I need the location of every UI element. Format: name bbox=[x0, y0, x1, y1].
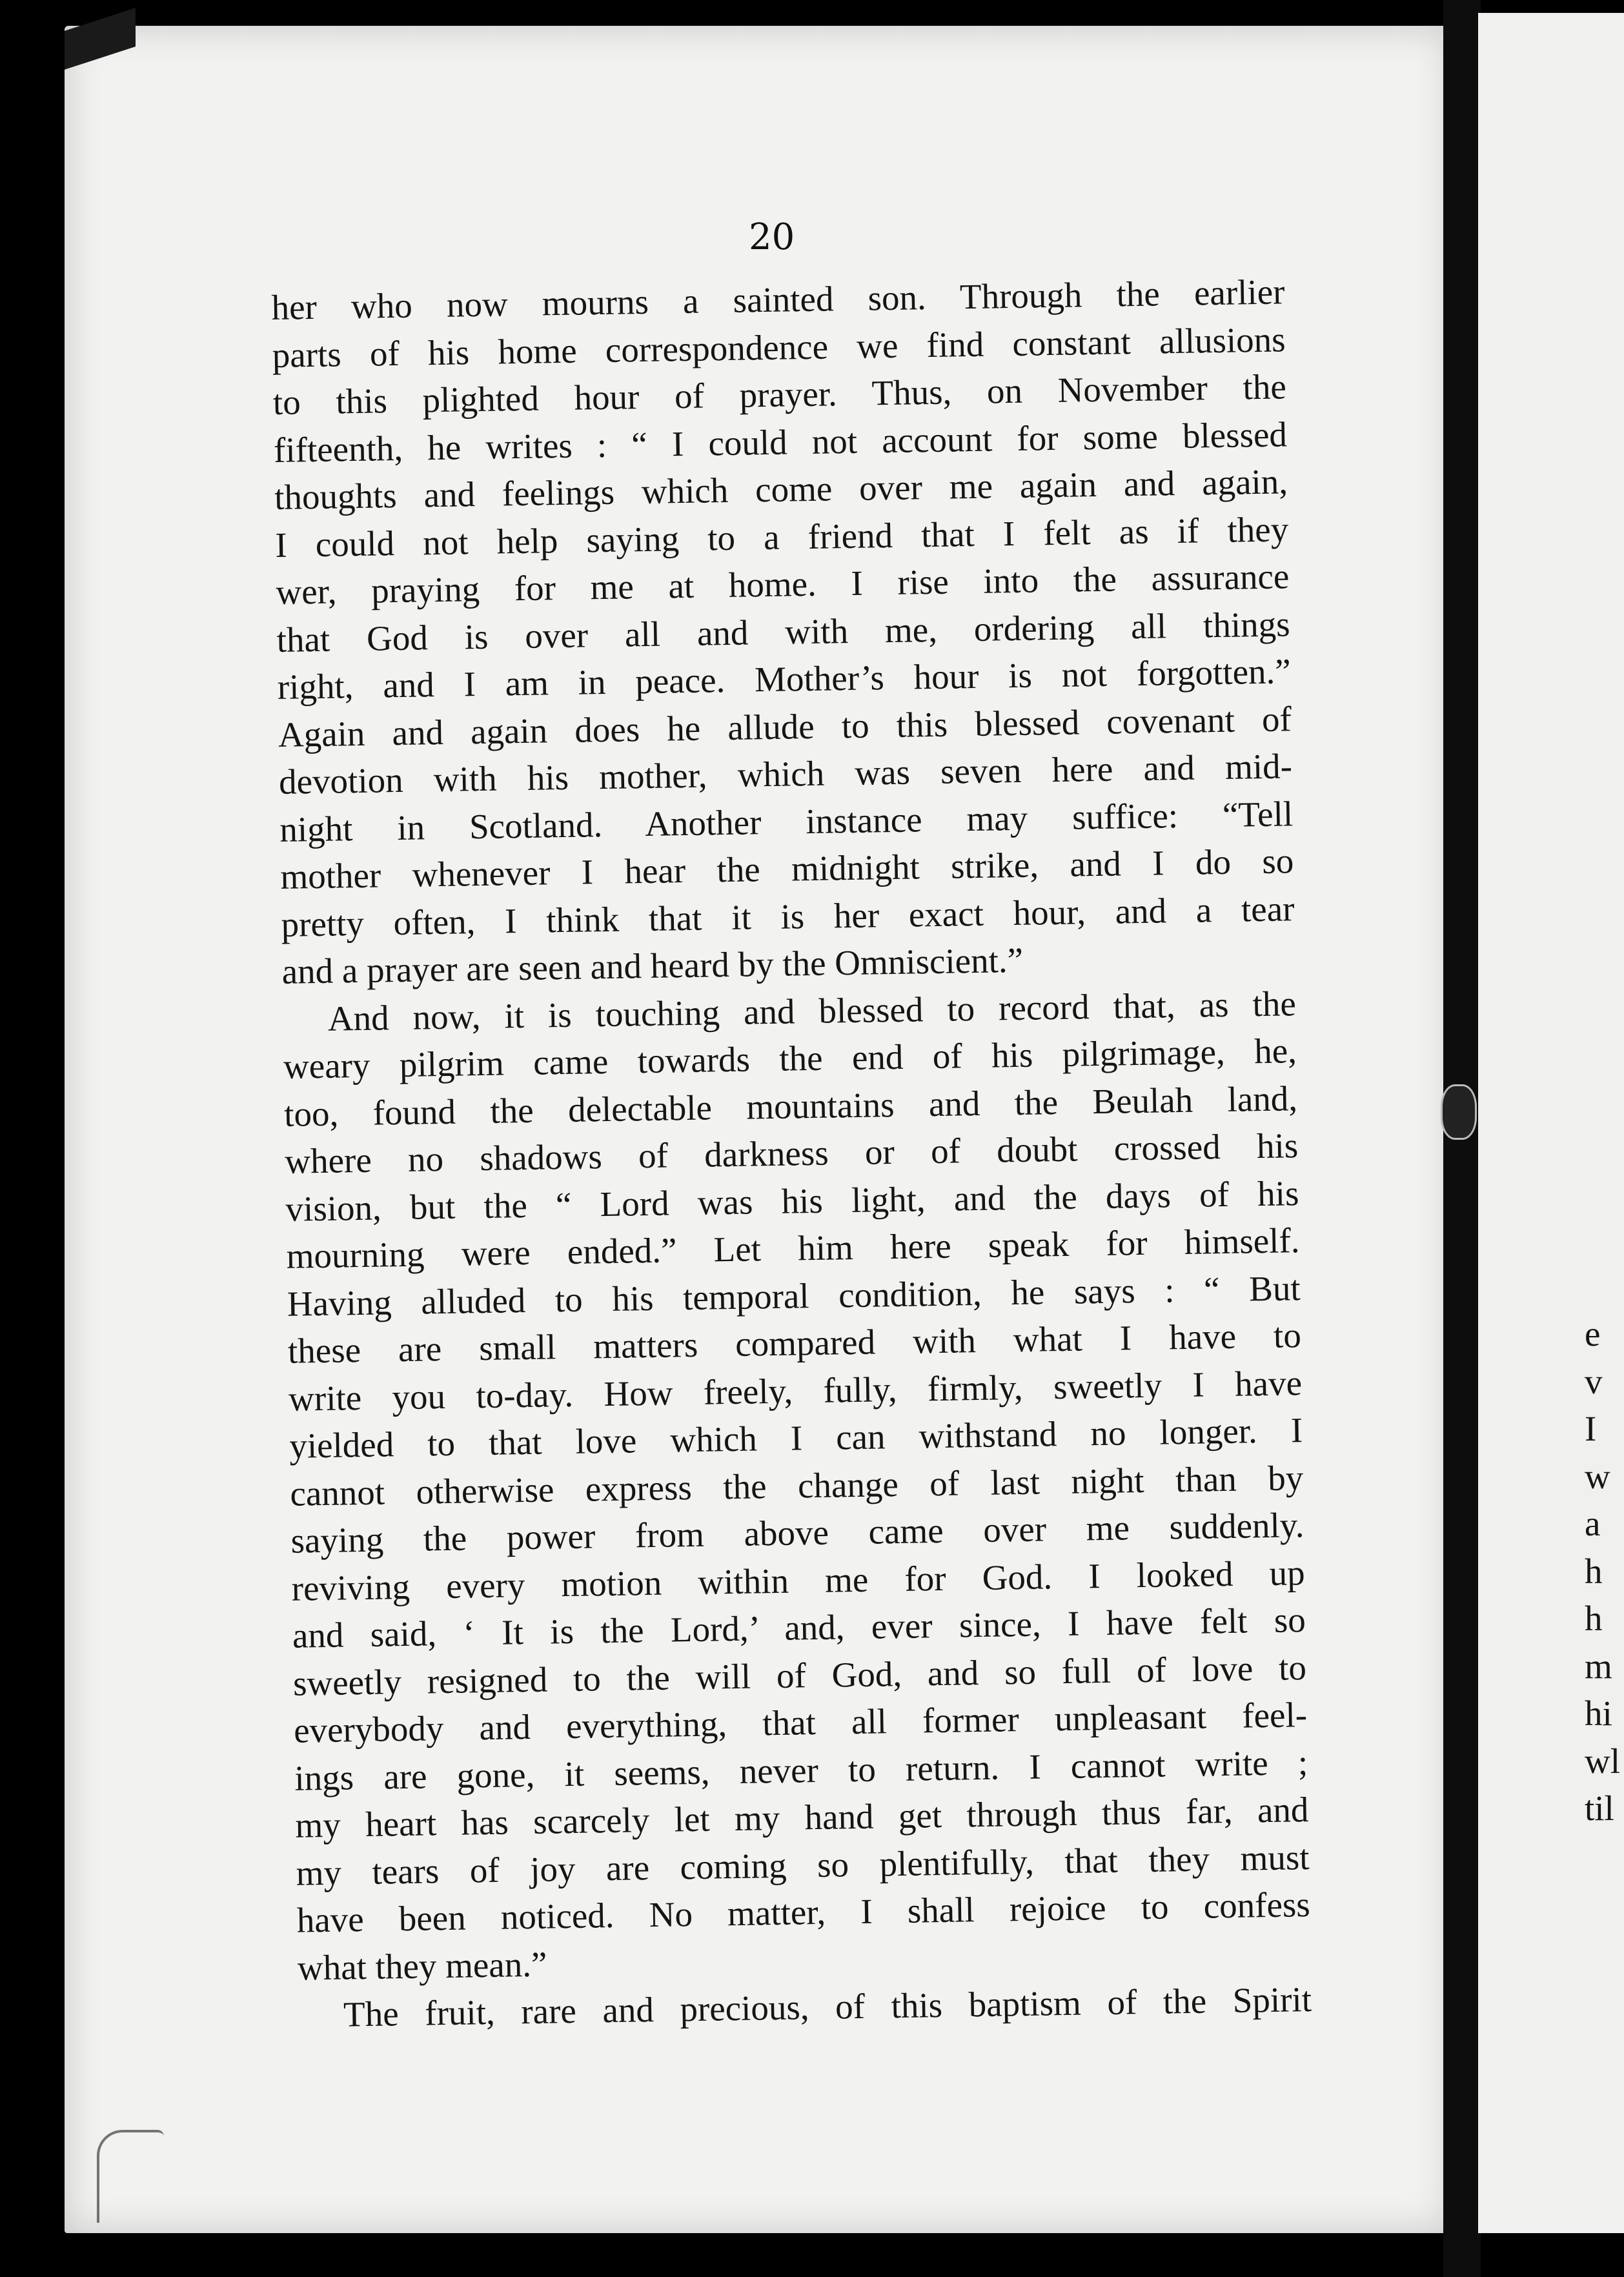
text-line: right, and I am in peace. Mother’s hour is not forgotten.” bbox=[277, 651, 1292, 707]
text-line: mother whenever I hear the midnight strike, and I do so bbox=[279, 841, 1294, 896]
text-line: The fruit, rare and precious, of this baptism of the Spirit bbox=[343, 1979, 1312, 2034]
page-corner-curl bbox=[97, 2130, 164, 2223]
fragment: I bbox=[1585, 1409, 1597, 1448]
fragment: til bbox=[1585, 1788, 1614, 1828]
text-line: fifteenth, he writes : “ I could not account for some blessed bbox=[273, 414, 1288, 470]
text-line: mourning were ended.” Let him here speak for himself. bbox=[286, 1220, 1300, 1276]
text-line: Having alluded to his temporal condition, he says : “ But bbox=[287, 1268, 1301, 1324]
text-line: And now, it is touching and blessed to record that, as the bbox=[327, 983, 1297, 1038]
page-number: 20 bbox=[749, 216, 795, 258]
text-line: my tears of joy are coming so plentifully, that they must bbox=[296, 1837, 1310, 1893]
text-line: weary pilgrim came towards the end of his pilgrimage, he, bbox=[283, 1031, 1297, 1086]
text-line: reviving every motion within me for God. I looked up bbox=[291, 1552, 1306, 1608]
binding-clip bbox=[1441, 1084, 1477, 1140]
text-line: and a prayer are seen and heard by the Omniscient.” bbox=[281, 940, 1024, 991]
fragment: h bbox=[1585, 1599, 1603, 1638]
book-page-right bbox=[1478, 13, 1624, 2233]
text-line: that God is over all and with me, ordering all things bbox=[276, 603, 1290, 660]
text-line: sweetly resigned to the will of God, and so full of love to bbox=[292, 1647, 1307, 1703]
text-line: devotion with his mother, which was seven here and mid- bbox=[278, 746, 1293, 802]
text-line: and said, ‘ It is the Lord,’ and, ever since, I have felt so bbox=[292, 1600, 1306, 1655]
fragment: wl bbox=[1585, 1741, 1620, 1781]
text-line: wer, praying for me at home. I rise into the assurance bbox=[276, 556, 1290, 612]
text-line: too, found the delectable mountains and the Beulah land, bbox=[283, 1078, 1298, 1134]
facing-page-fragments bbox=[1585, 1310, 1620, 1832]
text-line: thoughts and feelings which come over me again and again, bbox=[274, 461, 1288, 517]
fragment: h bbox=[1585, 1551, 1603, 1591]
fragment: a bbox=[1585, 1504, 1601, 1543]
text-line: my heart has scarcely let my hand get through thus far, and bbox=[295, 1790, 1309, 1845]
body-text bbox=[271, 268, 1312, 2039]
fragment: e bbox=[1585, 1314, 1601, 1353]
text-line: saying the power from above came over me suddenly. bbox=[290, 1505, 1304, 1561]
fragment: v bbox=[1585, 1361, 1603, 1401]
fragment: m bbox=[1585, 1646, 1612, 1686]
fragment: hi bbox=[1585, 1694, 1612, 1733]
text-line: pretty often, I think that it is her exact hour, and a tear bbox=[281, 888, 1295, 944]
text-line: vision, but the “ Lord was his light, and the days of his bbox=[285, 1173, 1299, 1229]
text-line: parts of his home correspondence we find constant allusions bbox=[272, 319, 1286, 375]
text-line: yielded to that love which I can withstand no longer. I bbox=[289, 1410, 1303, 1466]
text-line: write you to-day. How freely, fully, firmly, sweetly I have bbox=[288, 1362, 1303, 1419]
text-line: these are small matters compared with what I have to bbox=[287, 1315, 1302, 1371]
text-line: I could not help saying to a friend that I felt as if they bbox=[274, 509, 1289, 565]
text-line: what they mean.” bbox=[297, 1944, 547, 1988]
text-line: her who now mourns a sainted son. Through the earlier bbox=[271, 272, 1285, 327]
text-line: night in Scotland. Another instance may suffice: “Tell bbox=[279, 793, 1294, 849]
text-line: where no shadows of darkness or of doubt crossed his bbox=[284, 1126, 1299, 1181]
text-line: cannot otherwise express the change of last night than by bbox=[289, 1457, 1304, 1513]
text-line: Again and again does he allude to this blessed covenant of bbox=[278, 698, 1292, 754]
text-line: to this plighted hour of prayer. Thus, on November the bbox=[272, 367, 1287, 422]
fragment: w bbox=[1585, 1456, 1610, 1496]
text-line: everybody and everything, that all former unpleasant feel- bbox=[293, 1695, 1308, 1750]
text-line: have been noticed. No matter, I shall rejoice to confess bbox=[296, 1885, 1311, 1940]
text-line: ings are gone, it seems, never to return. I cannot write ; bbox=[294, 1742, 1308, 1798]
